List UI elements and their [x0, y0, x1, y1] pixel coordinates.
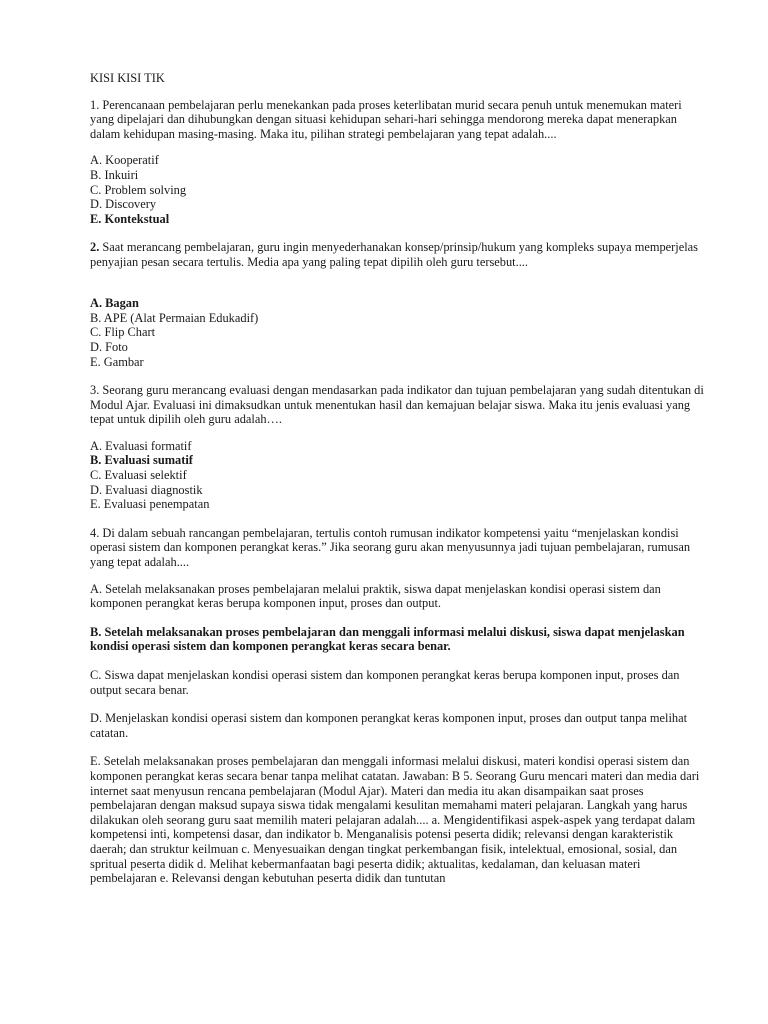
question-3	[90, 383, 708, 427]
question-2-option-a: A. Bagan	[90, 296, 139, 311]
question-3-number: 3.	[90, 383, 100, 398]
question-3-option-a: A. Evaluasi formatif	[90, 438, 192, 453]
question-1-options	[90, 153, 708, 226]
question-3-options	[90, 439, 708, 512]
question-4-option-a: A. Setelah melaksanakan proses pembelajaran melalui praktik, siswa dapat menjelaskan kondisi operasi sistem dan komponen perangkat keras berupa komponen input, proses dan output.	[90, 581, 661, 611]
question-4-option-c: C. Siswa dapat menjelaskan kondisi operasi sistem dan komponen perangkat keras berupa komponen input, proses dan output secara benar.	[90, 668, 680, 697]
question-2	[90, 240, 708, 269]
question-1-option-a: A. Kooperatif	[90, 153, 159, 168]
question-1	[90, 98, 708, 142]
question-3-option-e: E. Evaluasi penempatan	[90, 497, 210, 512]
question-2-number: 2.	[90, 240, 100, 255]
document-title: KISI KISI TIK	[90, 71, 165, 85]
question-2-text: Saat merancang pembelajaran, guru ingin menyederhanakan konsep/prinsip/hukum yang kompleks supaya memperjelas penyajian pesan secara tertulis. Media apa yang paling tepat dipilih oleh guru tersebut....	[90, 240, 698, 269]
question-2-option-d: D. Foto	[90, 339, 128, 354]
question-3-option-c: C. Evaluasi selektif	[90, 468, 187, 483]
question-3-text: Seorang guru merancang evaluasi dengan mendasarkan pada indikator dan tujuan pembelajaran yang sudah ditentukan di Modul Ajar. Evaluasi ini dimaksudkan untuk menentukan hasil dan kemajuan belajar siswa. Maka itu jenis evaluasi yang tepat untuk dipilih oleh guru adalah….	[90, 383, 704, 427]
question-1-text: Perencanaan pembelajaran perlu menekankan pada proses keterlibatan murid secara penuh untuk menemukan materi yang dipelajari dan dihubungkan dengan situasi kehidupan sehari-hari sehingga mendorong mereka dapat menerapkan dalam kehidupan masing-masing. Maka itu, pilihan strategi pembelajaran yang tepat adalah....	[90, 97, 682, 141]
question-1-option-d: D. Discovery	[90, 197, 157, 212]
question-4-text: Di dalam sebuah rancangan pembelajaran, tertulis contoh rumusan indikator kompetensi yaitu “menjelaskan kondisi operasi sistem dan komponen perangkat keras.” Jika seorang guru akan menyusunnya jadi tujuan pembelajaran, rumusan yang tepat adalah....	[90, 525, 691, 570]
question-1-option-e: E. Kontekstual	[90, 211, 170, 226]
question-2-options	[90, 296, 708, 369]
question-1-option-c: C. Problem solving	[90, 182, 187, 197]
question-4-option-b: B. Setelah melaksanakan proses pembelajaran dan menggali informasi melalui diskusi, siswa dapat menjelaskan kondisi operasi sistem dan komponen perangkat keras secara benar.	[90, 624, 685, 654]
question-2-option-e: E. Gambar	[90, 354, 144, 369]
question-2-option-c: C. Flip Chart	[90, 325, 156, 340]
question-3-option-d: D. Evaluasi diagnostik	[90, 482, 203, 497]
question-3-option-b: B. Evaluasi sumatif	[90, 453, 193, 468]
question-4-option-d: D. Menjelaskan kondisi operasi sistem dan komponen perangkat keras komponen input, proses dan output tanpa melihat catatan.	[90, 711, 688, 740]
question-1-option-b: B. Inkuiri	[90, 167, 139, 182]
question-4-number: 4.	[90, 525, 100, 540]
question-1-number: 1.	[90, 97, 100, 112]
question-4	[90, 526, 708, 570]
blank-line	[90, 282, 708, 297]
question-4-option-e: E. Setelah melaksanakan proses pembelajaran dan menggali informasi melalui diskusi, materi kondisi operasi sistem dan komponen perangkat keras secara benar tanpa melihat catatan. Jawaban: B 5. Seorang Guru mencari materi dan media dari internet saat menyusun rencana pembelajaran (Modul Ajar). Materi dan media itu akan disampaikan saat proses pembelajaran dengan maksud supaya siswa tidak mengalami kesulitan memahami materi pelajaran. Langkah yang harus dilakukan oleh seorang guru saat memilih materi pelajaran adalah.... a. Mengidentifikasi aspek-aspek yang terdapat dalam kompetensi inti, kompetensi dasar, dan indikator b. Menganalisis potensi peserta didik; relevansi dengan karakteristik daerah; dan struktur keilmuan c. Menyesuaikan dengan tingkat perkembangan fisik, intelektual, emosional, sosial, dan spritual peserta didik d. Melihat kebermanfaatan bagi peserta didik; aktualitas, kedalaman, dan keluasan materi pembelajaran e. Relevansi dengan kebutuhan peserta didik dan tuntutan	[90, 754, 700, 886]
question-2-option-b: B. APE (Alat Permaian Edukadif)	[90, 310, 259, 325]
